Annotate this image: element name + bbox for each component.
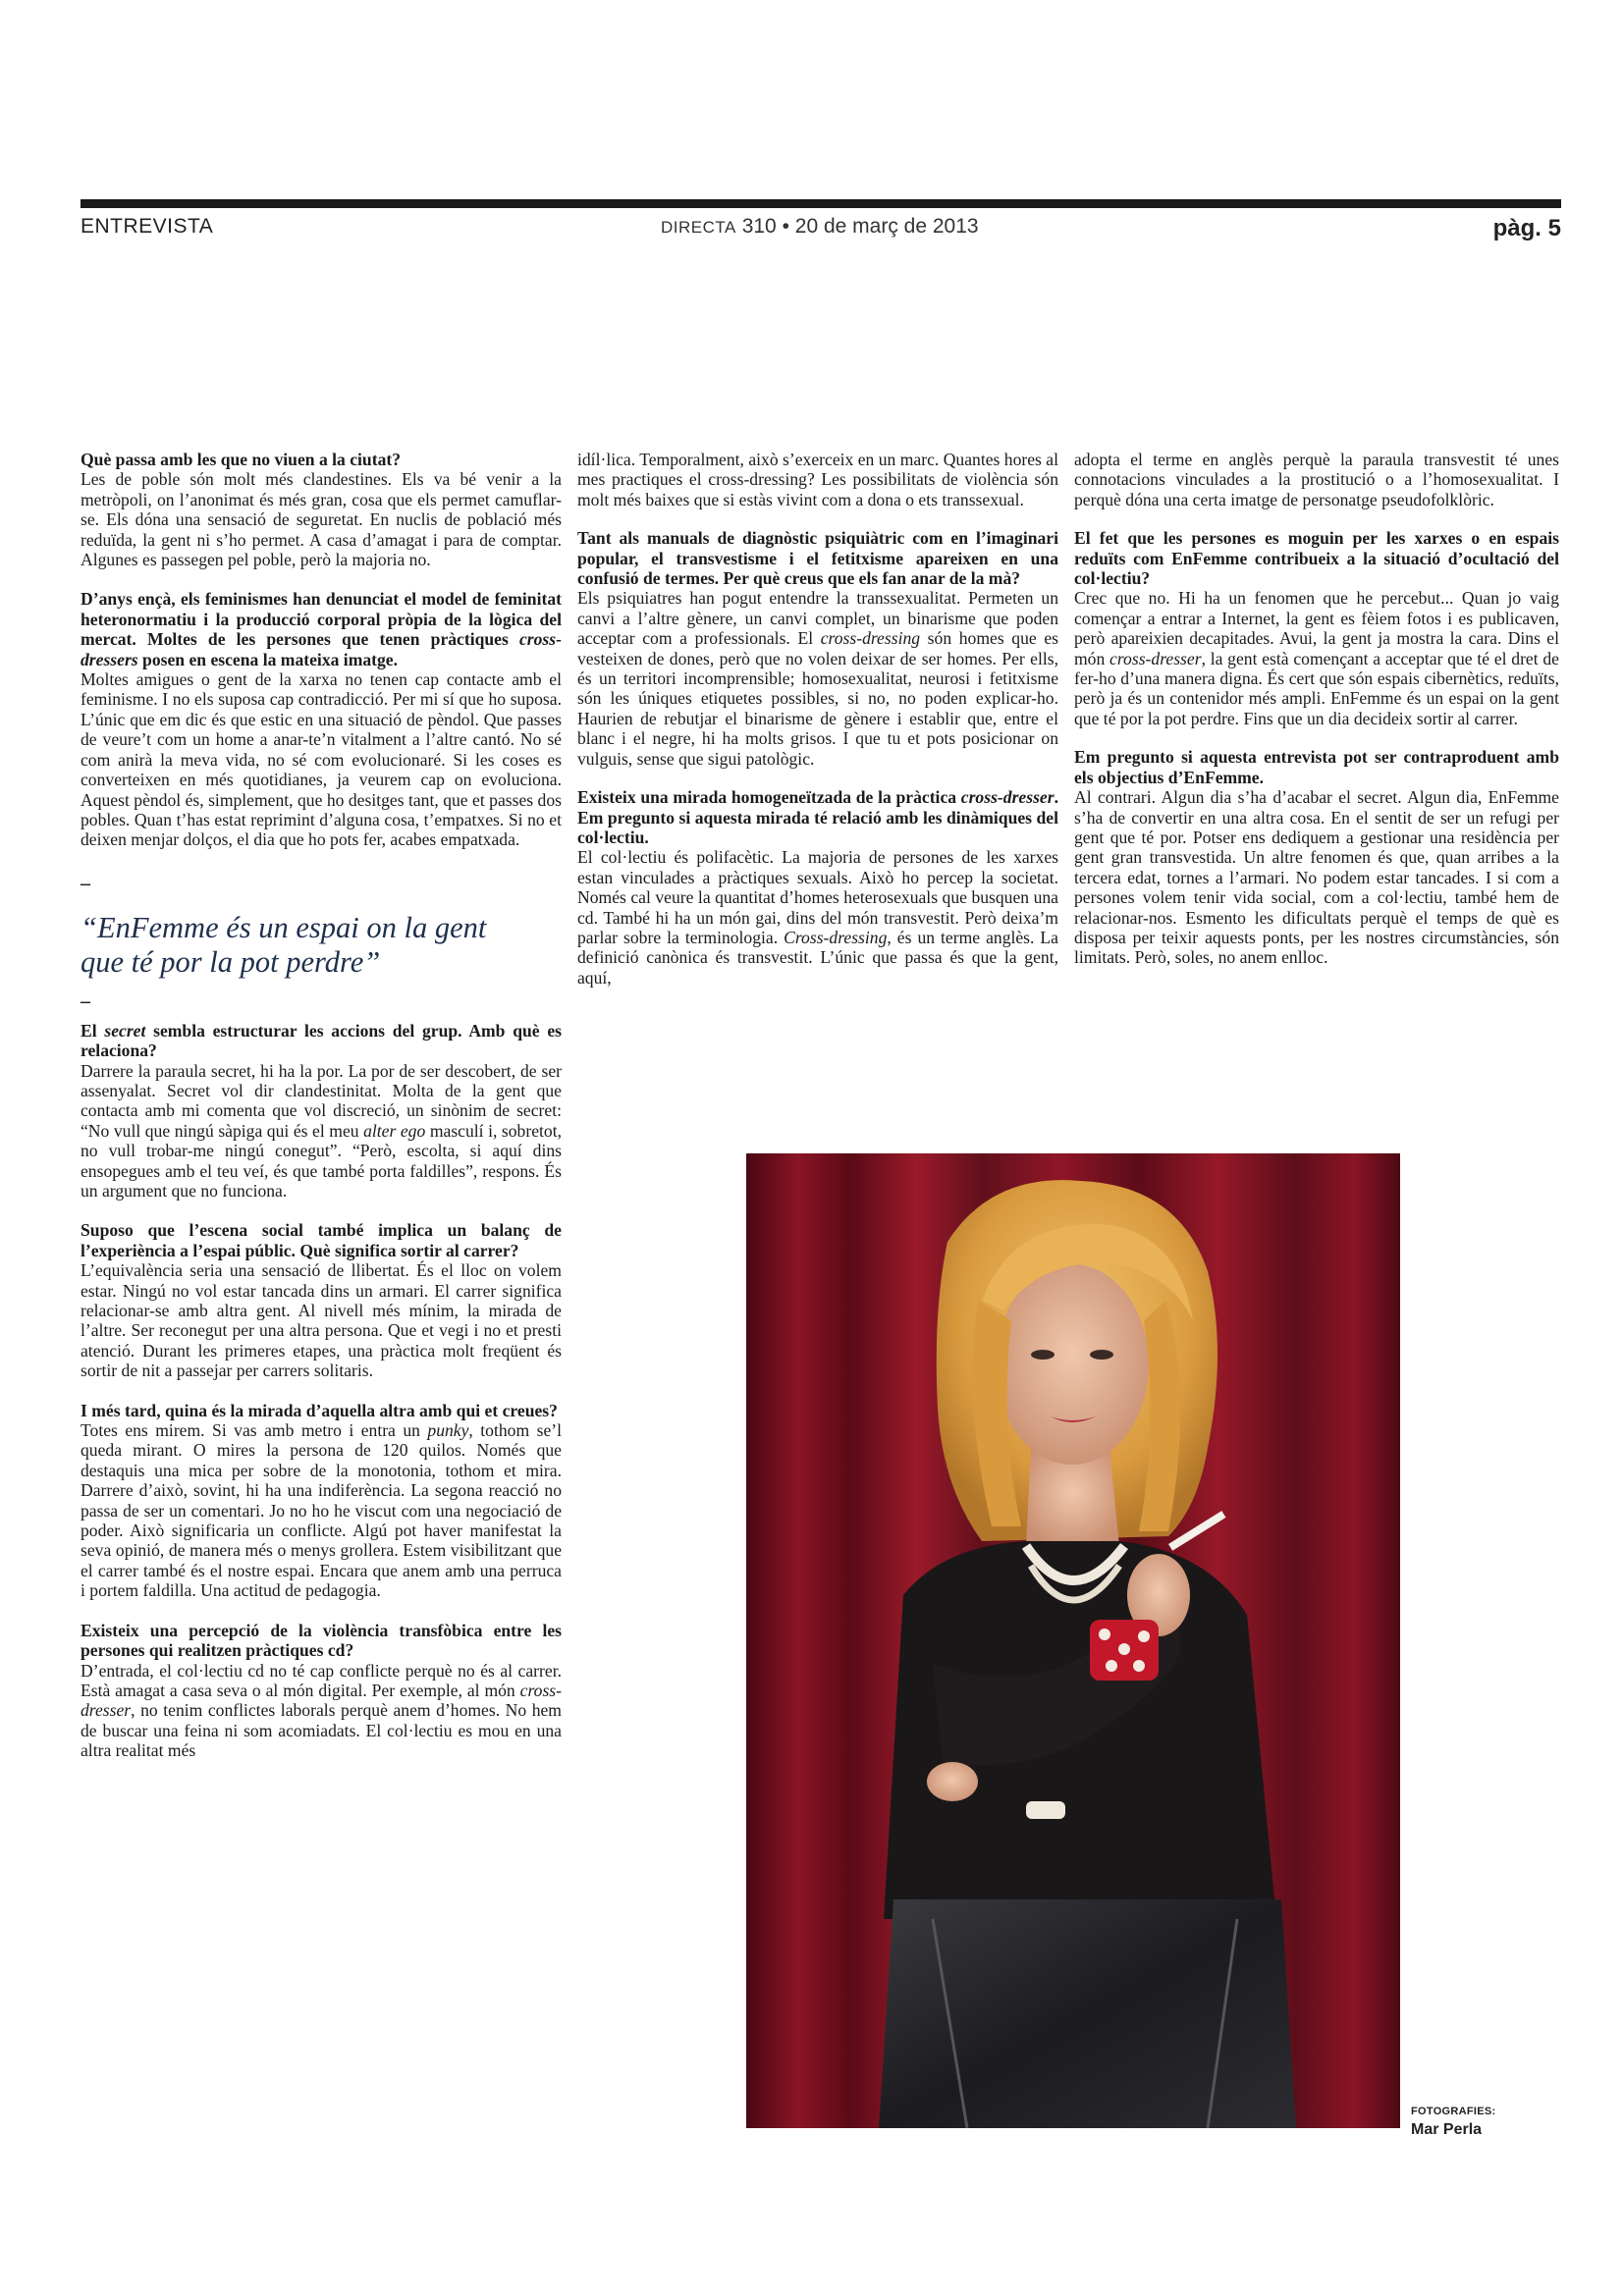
answer: Totes ens mirem. Si vas amb metro i entra un punky, tothom se’l queda mirant. O mires la persona de 120 quilos. Només que destaquis una mica per sobre de la monotonia, tothom et mira. Darrere d’això, sovint, hi ha una indiferència. La segona reacció no passa de ser un comentari. Jo no ho he viscut com una negociació de poder. Això significaria un conflicte. Algú pot haver manifestat la seva opinió, de manera més o menys grollera. Estem visibilitzant que el carrer també és el nostre espai. Encara que anem amb una perruca i portem faldilla. Una actitud de pedagogia. [81, 1420, 563, 1601]
photo-credit-label: FOTOGRAFIES: [1411, 2106, 1496, 2117]
question: Tant als manuals de diagnòstic psiquiàtric com en l’imaginari popular, el transvestisme i el fetitxisme apareixen en una confusió de termes. Per què creus que els fan anar de la mà? [577, 528, 1058, 589]
photo-credit [1411, 2106, 1496, 2139]
answer: Moltes amigues o gent de la xarxa no tenen cap contacte amb el feminisme. I no els suposa cap contradicció. Per mi sí que ho suposa. L’únic que em dic és que estic en una situació de pèndol. Que passes de veure’t com un home a anar-te’n vitalment a l’altre cantó. No sé com anirà la meva vida, no sé com evolucionaré. Si les coses es converteixen en més quotidianes, ja veurem cap on evoluciona. Aquest pèndol és, simplement, que ho desitges tant, que et passes dos pobles. Quan t’has estat reprimint d’alguna cosa, t’empatxes. Si no et deixen menjar dolços, el dia que ho pots fer, acabes empatxada. [81, 669, 562, 850]
answer: Les de poble són molt més clandestines. Els va bé venir a la metròpoli, on l’anonimat és més gran, cosa que els permet camuflar-se. Els dóna una sensació de seguretat. En nuclis de població més reduïda, la gent ni s’ho permet. A casa d’amagat i para de comptar. Algunes es passegen pel poble, però la majoria no. [81, 469, 562, 570]
publication-name: DIRECTA [661, 218, 736, 237]
pull-quote [81, 872, 562, 1012]
header-rule [81, 199, 1561, 208]
text-column-2 [577, 450, 1058, 988]
question: Existeix una percepció de la violència transfòbica entre les persones qui realitzen pràctiques cd? [81, 1620, 562, 1661]
section-label: ENTREVISTA [81, 215, 214, 238]
portrait-photo [746, 1153, 1400, 2128]
text-column-3 [1074, 450, 1559, 968]
page-number: pàg. 5 [1492, 215, 1561, 241]
question: Suposo que l’escena social també implica un balanç de l’experiència a l’espai públic. Què significa sortir al carrer? [81, 1220, 562, 1260]
question: I més tard, quina és la mirada d’aquella altra amb qui et creues? [81, 1400, 558, 1420]
photographer-name: Mar Perla [1411, 2121, 1483, 2138]
question: El fet que les persones es moguin per les xarxes o en espais reduïts com EnFemme contribueix a la situació d’ocultació del col·lectiu? [1074, 528, 1559, 589]
answer: El col·lectiu és polifacètic. La majoria de persones de les xarxes estan vinculades a pràctiques sexuals. Això ho percep la societat. Només cal veure la quantitat d’homes heterosexuals que busquen una cd. També hi ha un món gai, dins del món transvestit. Però deixa’m parlar sobre la terminologia. Cross-dressing, és un terme anglès. La definició canònica és transvestit. L’únic que passa és que la gent, aquí, [577, 847, 1058, 988]
question: D’anys ençà, els feminismes han denunciat el model de feminitat heteronormatiu i la producció corporal pròpia de la lògica del mercat. Moltes de les persones que tenen pràctiques cross-dressers posen en escena la mateixa imatge. [81, 589, 562, 669]
pull-quote-text: “EnFemme és un espai on la gent que té por la pot perdre” [81, 910, 487, 979]
question: Existeix una mirada homogeneïtzada de la pràctica cross-dresser. Em pregunto si aquesta mirada té relació amb les dinàmiques del col·lectiu. [577, 787, 1058, 847]
answer: Darrere la paraula secret, hi ha la por. La por de ser descobert, de ser assenyalat. Secret vol dir clandestinitat. Molta de la gent que contacta amb mi comenta que vol discreció, un sinònim de secret: “No vull que ningú sàpiga qui és el meu alter ego masculí i, sobretot, no vull trobar-me ningú conegut”. “Però, escolta, si aquí dins ensopegues amb el teu veí, és que també porta faldilles”, respons. És un argument que no funciona. [81, 1060, 562, 1201]
portrait-illustration [746, 1153, 1400, 2128]
answer: Al contrari. Algun dia s’ha d’acabar el secret. Algun dia, EnFemme s’ha de convertir en una altra cosa. En el sentit de ser un refugi per gent que té por. Potser ens dediquem a gestionar una residència per gent gran transvestida. Un altre fenomen és que, quan arribes a la tercera edat, tornes a l’armari. No podem estar tancades. I si com a persones volem tenir vida social, com a col·lectiu, també hem de relacionar-nos. Esmento les dificultats perquè el temps de què es disposa per teixir aquests ponts, per les nostres circumstàncies, són limitats. Però, soles, no anem enlloc. [1074, 787, 1559, 968]
answer: L’equivalència seria una sensació de llibertat. És el lloc on volem estar. Ningú no vol estar tancada dins un armari. El carrer significa relacionar-se amb altra gent. Al nivell més mínim, la mirada de l’altre. Ser reconegut per una altra persona. Que et vegi i no et presti atenció. Durant les primeres etapes, una pràctica molt freqüent és sortir de nit a passejar per carrers solitaris. [81, 1260, 562, 1381]
quote-dash-top: – [81, 872, 90, 894]
answer: idíl·lica. Temporalment, això s’exerceix en un marc. Quantes hores al mes practiques el cross-dressing? Les possibilitats de violència són molt més baixes que si estàs vivint com a dona o ets transsexual. [577, 450, 1058, 509]
question: Em pregunto si aquesta entrevista pot ser contraproduent amb els objectius d’EnFemme. [1074, 747, 1559, 787]
issue-info [661, 215, 979, 239]
question: Què passa amb les que no viuen a la ciutat? [81, 450, 402, 469]
answer: Crec que no. Hi ha un fenomen que he percebut... Quan jo vaig començar a entrar a Internet, la gent es fèiem fotos i es publicaven, però apareixien decapitades. Avui, la gent ja mostra la cara. Dins el món cross-dresser, la gent està començant a acceptar que té el dret de fer-ho d’una manera digna. És cert que són espais cibernètics, reduïts, però ja és un contenidor més ampli. EnFemme és un espai on la gent que té por la pot perdre. Fins que un dia decideix sortir al carrer. [1074, 588, 1559, 728]
answer: adopta el terme en anglès perquè la paraula transvestit té unes connotacions vinculades a la prostitució o a l’homosexualitat. I perquè dóna una certa imatge de personatge pseudofolklòric. [1074, 450, 1559, 509]
answer: Els psiquiatres han pogut entendre la transsexualitat. Permeten un canvi a l’altre gènere, un canvi complet, un binarisme que poden acceptar com a professionals. El cross-dressing són homes que es vesteixen de dones, però que no volen deixar de ser homes. Per ells, és un territori incomprensible; homosexualitat, neurosi i fetitxisme són les úniques etiquetes possibles, si no, no poden explicar-ho. Haurien de rebutjar el binarisme de gènere i establir que, entre el blanc i el negre, hi ha molts grisos. I que tu et pots posicionar on vulguis, sense que sigui patològic. [577, 588, 1058, 769]
question: El secret sembla estructurar les accions del grup. Amb què es relaciona? [81, 1020, 562, 1061]
text-column-1 [81, 450, 562, 1761]
quote-dash-bottom: – [81, 989, 90, 1012]
answer: D’entrada, el col·lectiu cd no té cap conflicte perquè no és al carrer. Està amagat a casa seva o al món digital. Per exemple, al món cross-dresser, no tenim conflictes laborals perquè anem d’homes. No hem de buscar una feina ni som acomiadats. El col·lectiu es mou en una altra realitat més [81, 1660, 562, 1761]
issue-date: 310 • 20 de març de 2013 [741, 215, 979, 238]
